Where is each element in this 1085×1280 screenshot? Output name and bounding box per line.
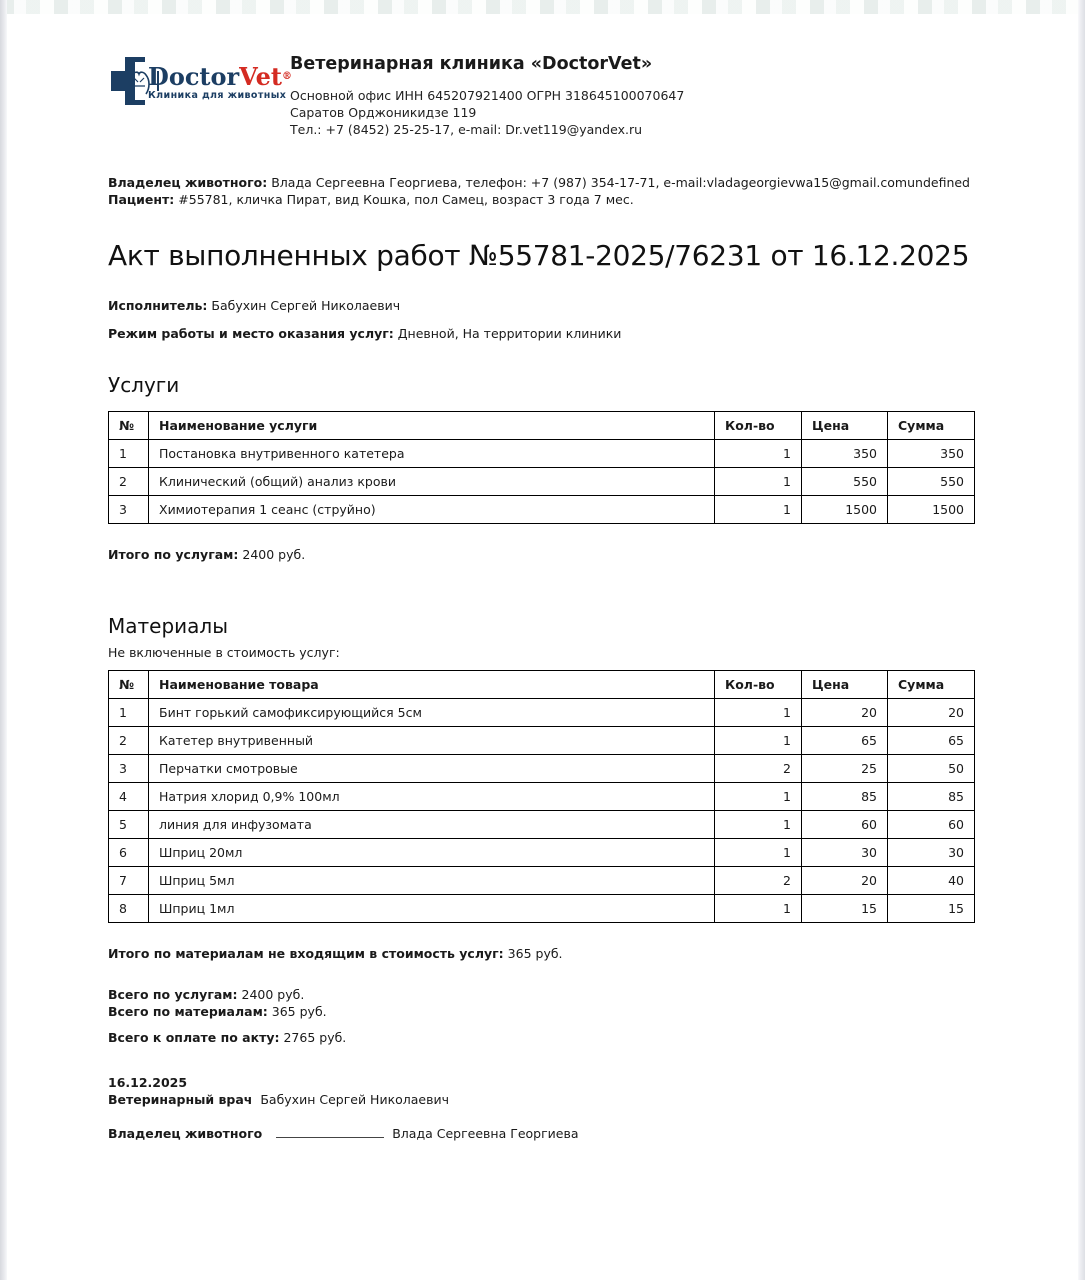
row-name: Натрия хлорид 0,9% 100мл <box>149 783 715 811</box>
clinic-logo <box>108 52 292 108</box>
row-price: 85 <box>802 783 888 811</box>
row-qty: 1 <box>715 811 802 839</box>
row-sum: 550 <box>888 468 975 496</box>
amount-due-line <box>108 1030 975 1045</box>
grand-materials-label: Всего по материалам: <box>108 1004 268 1019</box>
vet-signature-line <box>108 1091 975 1108</box>
row-sum: 85 <box>888 783 975 811</box>
row-qty: 1 <box>715 895 802 923</box>
materials-total-value: 365 руб. <box>507 946 563 961</box>
materials-col-price: Цена <box>802 671 888 699</box>
table-row <box>109 468 975 496</box>
clinic-info-contacts: Тел.: +7 (8452) 25-25-17, e-mail: Dr.vet119@yandex.ru <box>290 122 643 137</box>
vet-name: Бабухин Сергей Николаевич <box>260 1092 449 1107</box>
services-col-num: № <box>109 412 149 440</box>
row-num: 3 <box>109 496 149 524</box>
clinic-header <box>108 52 975 138</box>
services-col-name: Наименование услуги <box>149 412 715 440</box>
table-row <box>109 839 975 867</box>
row-qty: 2 <box>715 755 802 783</box>
row-num: 6 <box>109 839 149 867</box>
parties-block <box>108 175 975 208</box>
executor-label: Исполнитель: <box>108 298 208 313</box>
row-sum: 60 <box>888 811 975 839</box>
row-qty: 1 <box>715 496 802 524</box>
footer-block <box>108 1074 975 1108</box>
row-sum: 50 <box>888 755 975 783</box>
row-qty: 1 <box>715 783 802 811</box>
row-qty: 1 <box>715 468 802 496</box>
vet-label: Ветеринарный врач <box>108 1092 253 1107</box>
owner-signature-name: Влада Сергеевна Георгиева <box>392 1126 579 1141</box>
services-col-qty: Кол-во <box>715 412 802 440</box>
row-sum: 1500 <box>888 496 975 524</box>
row-num: 8 <box>109 895 149 923</box>
row-sum: 15 <box>888 895 975 923</box>
row-sum: 20 <box>888 699 975 727</box>
row-num: 1 <box>109 699 149 727</box>
amount-due-label: Всего к оплате по акту: <box>108 1030 280 1045</box>
table-row <box>109 783 975 811</box>
logo-wordmark <box>148 62 292 91</box>
row-num: 4 <box>109 783 149 811</box>
owner-line <box>108 175 975 192</box>
executor-line <box>108 298 975 313</box>
row-name: Клинический (общий) анализ крови <box>149 468 715 496</box>
logo-vet-text: Vet <box>239 62 282 91</box>
row-name: линия для инфузомата <box>149 811 715 839</box>
materials-total-label: Итого по материалам не входящим в стоимость услуг: <box>108 946 504 961</box>
registered-trademark-icon: ® <box>281 71 292 82</box>
row-sum: 65 <box>888 727 975 755</box>
materials-subtitle: Не включенные в стоимость услуг: <box>108 645 340 660</box>
grand-services-label: Всего по услугам: <box>108 987 238 1002</box>
work-mode-label: Режим работы и место оказания услуг: <box>108 326 394 341</box>
patient-value: #55781, кличка Пират, вид Кошка, пол Самец, возраст 3 года 7 мес. <box>178 191 634 207</box>
row-price: 350 <box>802 440 888 468</box>
row-name: Постановка внутривенного катетера <box>149 440 715 468</box>
row-name: Шприц 1мл <box>149 895 715 923</box>
row-price: 20 <box>802 867 888 895</box>
services-col-price: Цена <box>802 412 888 440</box>
materials-section-title: Материалы <box>108 614 228 638</box>
materials-col-name: Наименование товара <box>149 671 715 699</box>
row-price: 65 <box>802 727 888 755</box>
row-num: 2 <box>109 727 149 755</box>
grand-materials-line <box>108 1003 975 1020</box>
row-price: 30 <box>802 839 888 867</box>
document-title: Акт выполненных работ №55781-2025/76231 от 16.12.2025 <box>108 239 970 272</box>
services-col-sum: Сумма <box>888 412 975 440</box>
row-num: 5 <box>109 811 149 839</box>
services-table <box>108 411 975 524</box>
row-price: 550 <box>802 468 888 496</box>
row-name: Шприц 5мл <box>149 867 715 895</box>
owner-label: Владелец животного: <box>108 175 268 190</box>
row-sum: 30 <box>888 839 975 867</box>
grand-materials-value: 365 руб. <box>271 1004 327 1019</box>
grand-totals-block <box>108 986 975 1020</box>
table-row <box>109 867 975 895</box>
row-sum: 40 <box>888 867 975 895</box>
clinic-info-address: Саратов Орджоникидзе 119 <box>290 105 477 120</box>
clinic-title: Ветеринарная клиника «DoctorVet» <box>290 54 653 74</box>
grand-services-value: 2400 руб. <box>241 987 305 1002</box>
row-qty: 2 <box>715 867 802 895</box>
table-row <box>109 755 975 783</box>
services-header-row <box>109 412 975 440</box>
materials-col-num: № <box>109 671 149 699</box>
materials-table <box>108 670 975 923</box>
row-qty: 1 <box>715 699 802 727</box>
row-price: 1500 <box>802 496 888 524</box>
row-name: Шприц 20мл <box>149 839 715 867</box>
row-name: Перчатки смотровые <box>149 755 715 783</box>
row-price: 15 <box>802 895 888 923</box>
row-price: 25 <box>802 755 888 783</box>
row-num: 7 <box>109 867 149 895</box>
services-section-title: Услуги <box>108 373 180 397</box>
work-mode-line <box>108 326 975 341</box>
executor-value: Бабухин Сергей Николаевич <box>211 298 401 313</box>
table-row <box>109 811 975 839</box>
row-name: Бинт горький самофиксирующийся 5см <box>149 699 715 727</box>
patient-line <box>108 192 975 209</box>
grand-services-line <box>108 986 975 1003</box>
amount-due-value: 2765 руб. <box>283 1030 347 1045</box>
owner-signature-label: Владелец животного <box>108 1126 263 1141</box>
row-qty: 1 <box>715 727 802 755</box>
services-total-value: 2400 руб. <box>242 547 306 562</box>
table-row <box>109 895 975 923</box>
row-num: 1 <box>109 440 149 468</box>
materials-total-line <box>108 946 975 961</box>
document-date: 16.12.2025 <box>108 1075 188 1090</box>
table-row <box>109 496 975 524</box>
owner-value: Влада Сергеевна Георгиева, телефон: +7 (987) 354-17-71, e-mail:vladageorgievwa15@gmail.comundefined <box>271 175 970 190</box>
services-total-line <box>108 547 975 562</box>
table-row <box>109 727 975 755</box>
row-name: Катетер внутривенный <box>149 727 715 755</box>
signature-underline <box>276 1127 384 1138</box>
owner-signature-line <box>108 1126 975 1141</box>
work-mode-value: Дневной, На территории клиники <box>397 326 622 341</box>
row-sum: 350 <box>888 440 975 468</box>
row-num: 2 <box>109 468 149 496</box>
row-price: 60 <box>802 811 888 839</box>
patient-label: Пациент: <box>108 191 175 207</box>
table-row <box>109 440 975 468</box>
row-price: 20 <box>802 699 888 727</box>
row-qty: 1 <box>715 839 802 867</box>
logo-doctor-text: Doctor <box>148 62 240 91</box>
logo-tagline: Клиника для животных <box>148 90 287 101</box>
materials-col-qty: Кол-во <box>715 671 802 699</box>
clinic-info-registration: Основной офис ИНН 645207921400 ОГРН 318645100070647 <box>290 88 685 103</box>
table-row <box>109 699 975 727</box>
services-total-label: Итого по услугам: <box>108 547 239 562</box>
materials-header-row <box>109 671 975 699</box>
row-qty: 1 <box>715 440 802 468</box>
row-num: 3 <box>109 755 149 783</box>
materials-col-sum: Сумма <box>888 671 975 699</box>
row-name: Химиотерапия 1 сеанс (струйно) <box>149 496 715 524</box>
